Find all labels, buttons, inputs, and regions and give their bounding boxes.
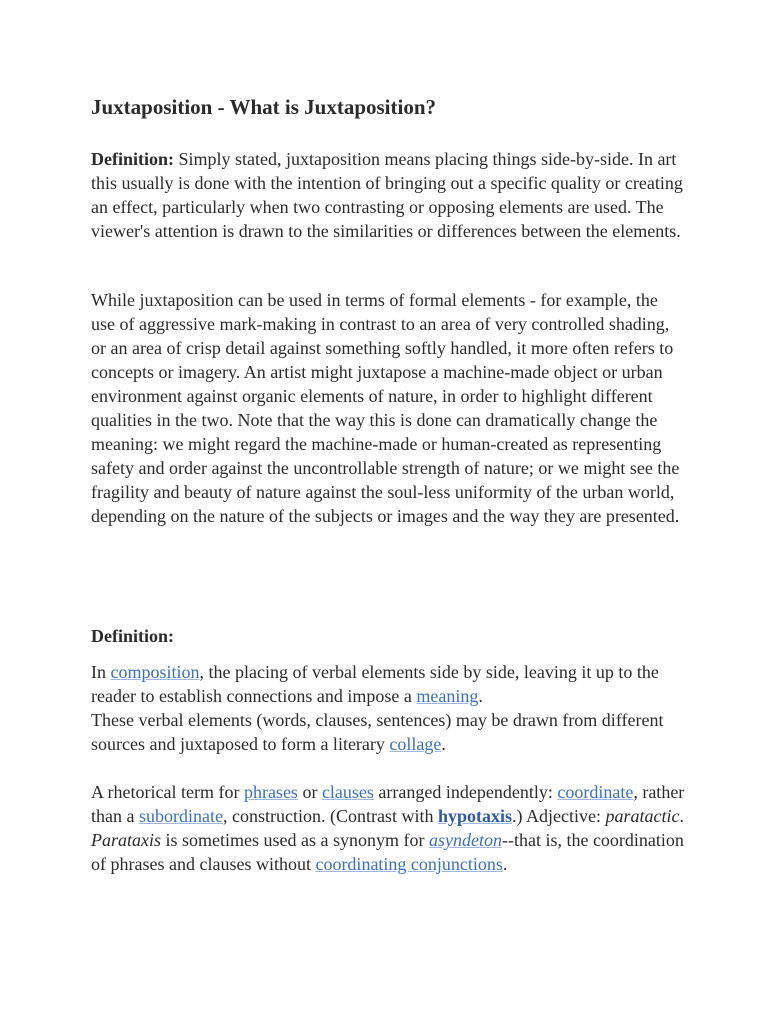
text-run: , construction. (Contrast with bbox=[222, 806, 438, 826]
text-run: . bbox=[502, 854, 508, 874]
text-run: or bbox=[297, 782, 322, 802]
link-asyndeton[interactable]: asyndeton bbox=[428, 830, 502, 850]
link-meaning[interactable]: meaning bbox=[416, 686, 479, 706]
link-clauses[interactable]: clauses bbox=[321, 782, 374, 802]
page-title: Juxtaposition - What is Juxtaposition? bbox=[91, 95, 437, 119]
text-run: arranged independently: bbox=[373, 782, 558, 802]
link-collage[interactable]: collage bbox=[389, 734, 442, 754]
text-run: .) Adjective: bbox=[511, 806, 606, 826]
explanation-paragraph: While juxtaposition can be used in terms of formal elements - for example, the use of aggressive mark-making in contrast to an area of very controlled shading, or an area of crisp detail against something softly handled, it more often refers to concepts or imagery. An artist might juxtapose a machine-made object or urban environment against organic elements of nature, in order to highlight different qualities in the two. Note that the way this is done can dramatically change the meaning: we might regard the machine-made or human-created as representing safety and order against the uncontrollable strength of nature; or we might see the fragility and beauty of nature against the soul-less uniformity of the urban world, depending on the nature of the subjects or images and the way they are presented. bbox=[91, 290, 680, 526]
definition-text: Simply stated, juxtaposition means placing things side-by-side. In art this usually is done with the intention of bringing out a specific quality or creating an effect, particularly when two contrasting or opposing elements are used. The viewer's attention is drawn to the similarities or differences between the elements. bbox=[91, 149, 683, 241]
section-heading-definition: Definition: bbox=[91, 626, 174, 646]
text-run: In bbox=[91, 662, 111, 682]
link-composition[interactable]: composition bbox=[110, 662, 200, 682]
text-run: . bbox=[679, 806, 684, 826]
text-run: --that is, the coordination of phrases and clauses without bbox=[91, 830, 684, 874]
parataxis-paragraph bbox=[91, 780, 686, 876]
link-subordinate[interactable]: subordinate bbox=[138, 806, 223, 826]
text-run: A rhetorical term for bbox=[91, 782, 244, 802]
link-coordinating-conjunctions[interactable]: coordinating conjunctions bbox=[315, 854, 503, 874]
term-paratactic: paratactic bbox=[605, 806, 680, 826]
composition-paragraph bbox=[91, 660, 686, 756]
text-run: These verbal elements (words, clauses, sentences) may be drawn from different sources and juxtaposed to form a literary bbox=[91, 710, 664, 754]
text-run: . bbox=[441, 734, 446, 754]
definition-paragraph-1 bbox=[91, 147, 686, 243]
text-run: . bbox=[478, 686, 483, 706]
term-parataxis: Parataxis bbox=[91, 830, 161, 850]
text-run: , the placing of verbal elements side by side, leaving it up to the reader to establish connections and impose a bbox=[91, 662, 659, 706]
text-run: is sometimes used as a synonym for bbox=[161, 830, 429, 850]
link-hypotaxis[interactable]: hypotaxis bbox=[437, 806, 512, 826]
link-phrases[interactable]: phrases bbox=[243, 782, 298, 802]
link-coordinate[interactable]: coordinate bbox=[557, 782, 634, 802]
text-run: , rather than a bbox=[91, 782, 685, 826]
definition-label: Definition: bbox=[91, 149, 174, 169]
